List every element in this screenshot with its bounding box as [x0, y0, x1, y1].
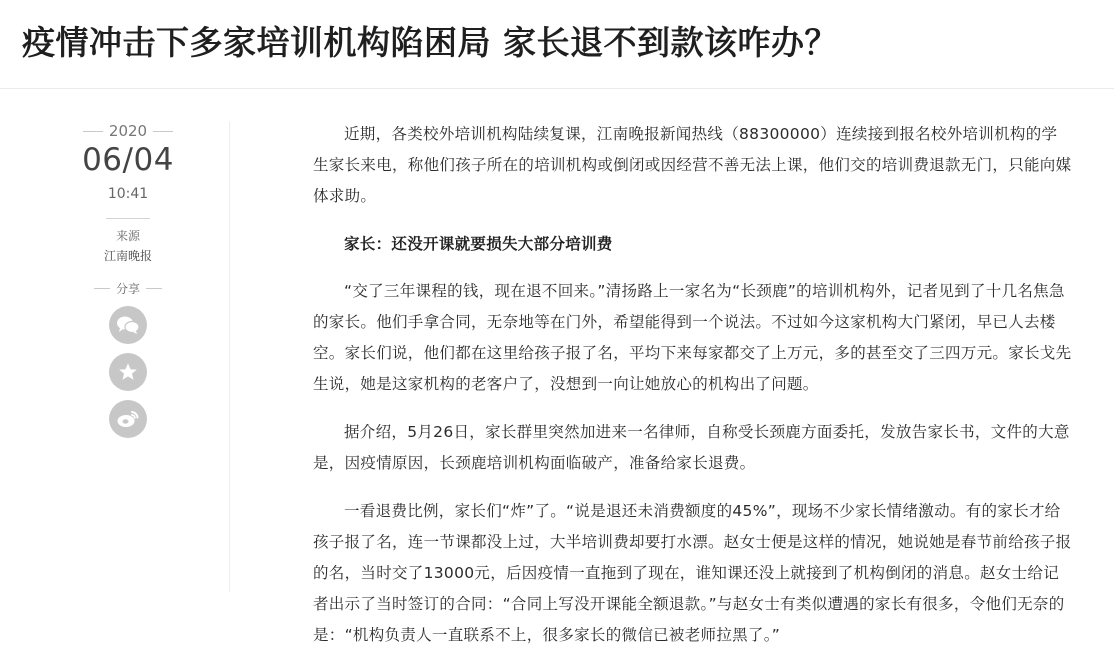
article-title: 疫情冲击下多家培训机构陷困局 家长退不到款该咋办？ — [22, 23, 838, 62]
paragraph: 据介绍，5月26日，家长群里突然加进来一名律师，自称受长颈鹿方面委托，发放告家长书，文件的大意是，因疫情原因，长颈鹿培训机构面临破产，准备给家长退费。 — [313, 423, 1070, 472]
section-subheading: 家长：还没开课就要损失大部分培训费 — [344, 235, 613, 253]
share-wechat-button[interactable] — [109, 306, 147, 344]
share-favorite-button[interactable] — [109, 353, 147, 391]
header-divider — [0, 88, 1114, 89]
article-meta — [80, 122, 176, 438]
share-label: 分享 — [115, 282, 140, 296]
source-label: 来源 — [115, 229, 140, 243]
source-name: 江南晚报 — [103, 249, 152, 263]
share-weibo-button[interactable] — [109, 400, 147, 438]
share-line-left — [94, 288, 110, 289]
year-row — [80, 122, 176, 140]
year-line-left — [83, 131, 103, 132]
paragraph: 近期，各类校外培训机构陆续复课，江南晚报新闻热线（88300000）连续接到报名校外培训机构的学生家长来电，称他们孩子所在的培训机构或倒闭或因经营不善无法上课，他们交的培训费退款无门，只能向媒体求助。 — [313, 125, 1072, 205]
star-icon — [118, 362, 138, 382]
meta-divider — [229, 122, 230, 592]
year-line-right — [153, 131, 173, 132]
publish-year: 2020 — [108, 122, 148, 140]
paragraph: 一看退费比例，家长们“炸”了。“说是退还未消费额度的45%”，现场不少家长情绪激动。有的家长才给孩子报了名，连一节课都没上过，大半培训费却要打水漂。赵女士便是这样的情况，她说她是春节前给孩子报的名，当时交了13000元，后因疫情一直拖到了现在，谁知课还没上就接到了机构倒闭的消息。赵女士给记者出示了当时签订的合同：“合同上写没开课能全额退款。”与赵女士有类似遭遇的家长有很多，令他们无奈的是：“机构负责人一直联系不上，很多家长的微信已被老师拉黑了。” — [313, 502, 1072, 644]
wechat-icon — [116, 315, 140, 335]
share-label-row — [80, 280, 176, 297]
share-line-right — [146, 288, 162, 289]
publish-date: 06/04 — [82, 142, 174, 178]
meta-separator — [106, 218, 150, 219]
weibo-icon — [116, 409, 140, 429]
paragraph: “交了三年课程的钱，现在退不回来。”清扬路上一家名为“长颈鹿”的培训机构外，记者见到了十几名焦急的家长。他们手拿合同，无奈地等在门外，希望能得到一个说法。不过如今这家机构大门紧闭，早已人去楼空。家长们说，他们都在这里给孩子报了名，平均下来每家都交了上万元，多的甚至交了三四万元。家长戈先生说，她是这家机构的老客户了，没想到一向让她放心的机构出了问题。 — [313, 282, 1072, 393]
publish-time: 10:41 — [107, 186, 149, 202]
